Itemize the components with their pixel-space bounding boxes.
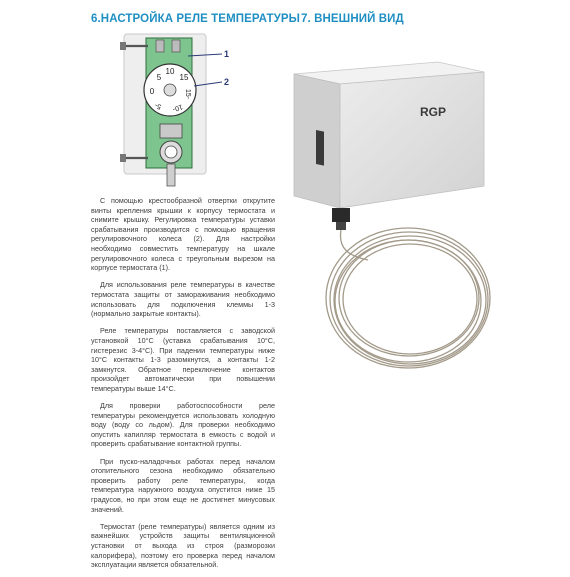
svg-text:15: 15 bbox=[179, 73, 189, 82]
svg-text:10: 10 bbox=[165, 67, 175, 76]
instructions-text bbox=[91, 196, 275, 577]
svg-text:0: 0 bbox=[149, 87, 155, 96]
paragraph: С помощью крестообразной отвертки открутите винты крепления крышки к корпусу термостата и снимите крышку. Регулировка температуры уставки срабатывания производится с помощью вращения регулировочного колеса (2). Для настройки необходимо совместить температуру на шкале регулировочного колеса с треугольным вырезом на корпусе термостата (1). bbox=[91, 196, 275, 273]
paragraph: Термостат (реле температуры) является одним из важнейших устройств защиты вентиляционной установки от выхода из строя (разморозки калорифера), поэтому его проверка перед началом эксплуатации является обязательной. bbox=[91, 521, 275, 570]
section-6-heading: 6.НАСТРОЙКА РЕЛЕ ТЕМПЕРАТУРЫ bbox=[91, 13, 300, 25]
paragraph: При пуско-наладочных работах перед началом отопительного сезона необходимо обязательно проверить работу реле температуры, когда температура наружного воздуха опустится ниже 15 градусов, но при этом еще не достигнет минусовых значений. bbox=[91, 456, 275, 514]
paragraph: Реле температуры поставляется с заводской установкой 10°C (уставка срабатывания 10°C, гистерезис 3-4°C). При падении температуры ниже 10°C контакты 1-3 разомкнутся, а контакты 1-2 замкнутся. Обратное переключение контактов произойдет автоматически при повышении температуры выше 14°C. bbox=[91, 326, 275, 393]
svg-text:15-: 15- bbox=[184, 88, 191, 100]
callout-1-label: 1 bbox=[224, 49, 230, 59]
svg-text:5: 5 bbox=[156, 73, 162, 82]
section-7-heading: 7. ВНЕШНИЙ ВИД bbox=[301, 13, 404, 25]
svg-text:10-: 10- bbox=[171, 102, 184, 113]
svg-text:5-: 5- bbox=[154, 101, 163, 110]
paragraph: Для использования реле температуры в качестве термостата защиты от замораживания необходимо использовать для подключения клеммы 1-3 (нормально закрытые контакты). bbox=[91, 280, 275, 319]
thermostat-adjustment-diagram bbox=[118, 28, 248, 188]
paragraph: Для проверки работоспособности реле температуры рекомендуется использовать холодную воду (воду со льдом). Для проверки необходимо опустить капилляр термостата в емкость с водой и проверить срабатывание контактной группы. bbox=[91, 401, 275, 449]
callout-2-label: 2 bbox=[224, 77, 230, 87]
rgp-logo: RGP bbox=[420, 105, 447, 119]
thermostat-product-photo bbox=[288, 58, 498, 398]
adjustment-wheel bbox=[144, 64, 196, 116]
